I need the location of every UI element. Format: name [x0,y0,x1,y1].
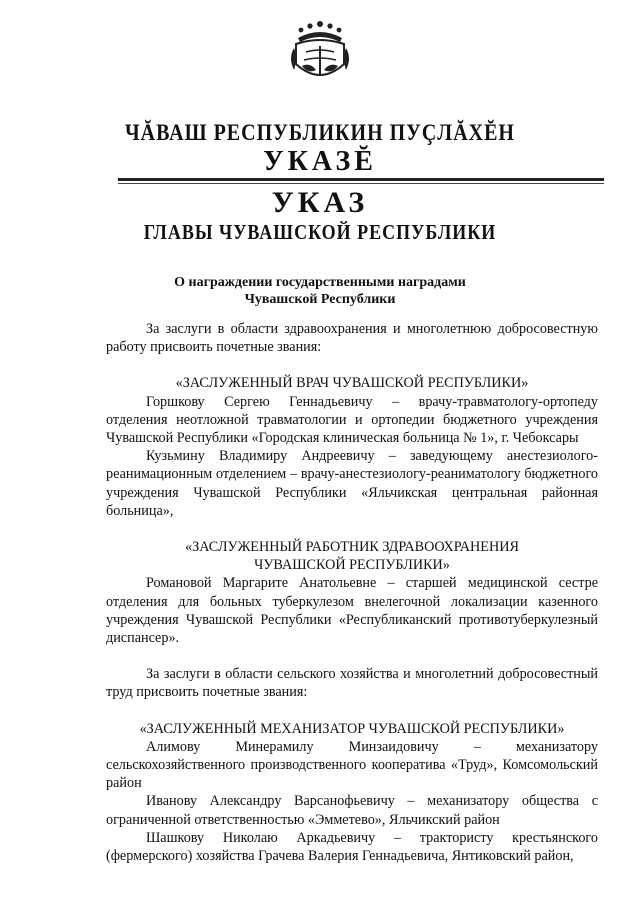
intro-paragraph-health: За заслуги в области здравоохранения и многолетнюю добросовестную работу присвоить почетные звания: [106,321,598,356]
award-recipient: Иванову Александру Варсанофьевичу – механизатору общества с ограниченной ответственностью «Эмметево», Яльчикский район [106,793,598,828]
decree-body [106,320,598,865]
intro-paragraph-agriculture: За заслуги в области сельского хозяйства и многолетний добросовестный труд присвоить почетные звания: [106,666,598,701]
award-title-doctor: «ЗАСЛУЖЕННЫЙ ВРАЧ ЧУВАШСКОЙ РЕСПУБЛИКИ» [175,375,529,392]
decree-subtitle: ГЛАВЫ ЧУВАШСКОЙ РЕСПУБЛИКИ [143,220,497,244]
award-recipient: Шашкову Николаю Аркадьевичу – трактористу крестьянского (фермерского) хозяйства Грачева Валерия Геннадьевича, Янтиковский район, [106,829,598,865]
header-divider [118,178,604,181]
award-title-machine-operator: «ЗАСЛУЖЕННЫЙ МЕХАНИЗАТОР ЧУВАШСКОЙ РЕСПУБЛИКИ» [139,720,565,737]
coat-of-arms-icon [286,18,354,88]
award-recipient: Романовой Маргарите Анатольевне – старшей медицинской сестре отделения для больных туберкулезом внелегочной локализации казенного учреждения Чувашской Республики «Республиканский противотуберкулезный диспансер». [106,575,598,647]
chuvash-header-line: ЧĂВАШ РЕСПУБЛИКИН ПУÇЛĂХĔН [124,120,515,146]
subject-line-1: О награждении государственными наградами [174,275,466,290]
award-title-health-worker: «ЗАСЛУЖЕННЫЙ РАБОТНИК ЗДРАВООХРАНЕНИЯ [185,539,519,556]
decree-title: УКАЗ [271,186,369,219]
decree-subject [0,274,640,308]
award-recipient: Кузьмину Владимиру Андреевичу – заведующему анестезиолого-реанимационным отделением – врачу-анестезиологу-реаниматологу бюджетного учреждения Чувашской Республики «Яльчикская центральная районная больница», [106,448,598,519]
subject-line-2: Чувашской Республики [244,292,396,307]
award-recipient: Горшкову Сергею Геннадьевичу – врачу-травматологу-ортопеду отделения неотложной травматологии и ортопедии бюджетного учреждения Чувашской Республики «Городская клиническая больница № 1», г. Чебоксары [106,393,598,447]
award-title-health-worker-line2: ЧУВАШСКОЙ РЕСПУБЛИКИ» [254,557,450,574]
award-recipient: Алимову Минерамилу Минзаидовичу – механизатору сельскохозяйственного производственного кооператива «Труд», Комсомольский район [106,738,598,792]
header-divider-thin [118,183,604,184]
chuvash-decree-title: УКАЗĔ [263,146,377,177]
